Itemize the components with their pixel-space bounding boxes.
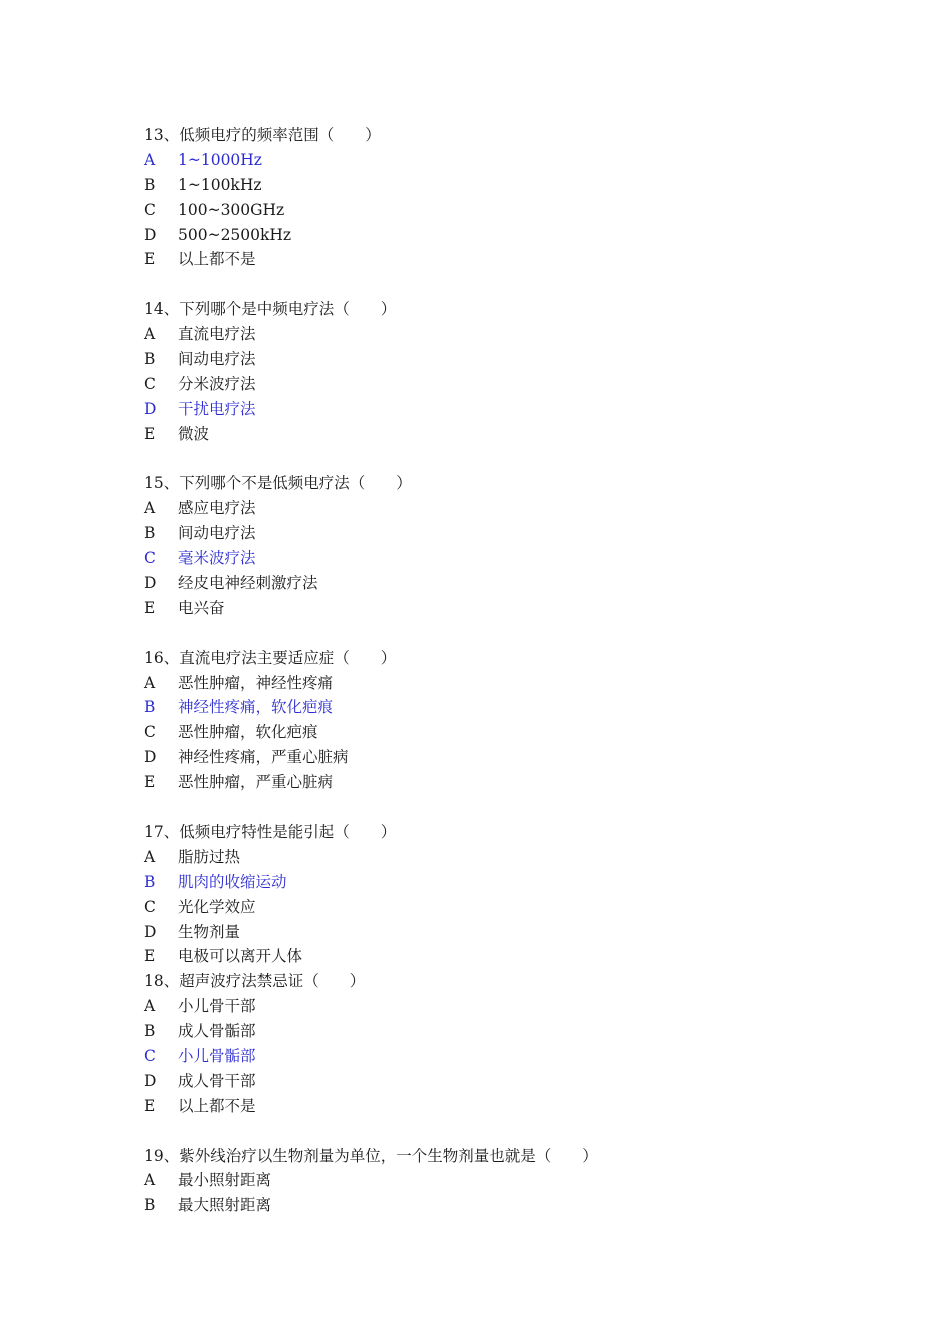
option-letter: E	[144, 1096, 156, 1115]
answer-option	[144, 671, 844, 696]
option-text: 电兴奋	[178, 598, 225, 617]
option-text: 500~2500kHz	[178, 225, 292, 244]
answer-option	[144, 521, 844, 546]
option-text: 感应电疗法	[178, 499, 256, 518]
option-letter: D	[144, 399, 157, 418]
option-text: 以上都不是	[178, 250, 256, 269]
answer-option	[144, 1168, 844, 1193]
blank-line	[144, 795, 844, 820]
answer-option	[144, 223, 844, 248]
answer-option	[144, 247, 844, 272]
option-letter: E	[144, 773, 156, 792]
answer-option	[144, 745, 844, 770]
answer-option	[144, 920, 844, 945]
question-block	[144, 297, 844, 471]
option-letter: E	[144, 947, 156, 966]
option-text: 微波	[178, 424, 210, 443]
option-text: 最大照射距离	[178, 1196, 272, 1215]
option-letter: B	[144, 350, 156, 369]
option-letter: A	[144, 499, 156, 518]
question-stem: 18、超声波疗法禁忌证（ ）	[144, 972, 366, 991]
option-letter: D	[144, 574, 157, 593]
answer-option	[144, 720, 844, 745]
option-text: 肌肉的收缩运动	[178, 872, 287, 891]
option-text: 间动电疗法	[178, 524, 256, 543]
question-list	[144, 123, 844, 1218]
option-letter: D	[144, 225, 157, 244]
question-block	[144, 969, 844, 1143]
option-text: 小儿骨干部	[178, 997, 256, 1016]
answer-option	[144, 496, 844, 521]
answer-option	[144, 198, 844, 223]
option-letter: C	[144, 723, 156, 742]
answer-option	[144, 571, 844, 596]
blank-line	[144, 621, 844, 646]
question-block	[144, 820, 844, 969]
blank-line	[144, 272, 844, 297]
option-letter: E	[144, 424, 156, 443]
option-letter: D	[144, 1071, 157, 1090]
answer-option	[144, 347, 844, 372]
option-text: 恶性肿瘤，神经性疼痛	[178, 673, 334, 692]
question-stem: 15、下列哪个不是低频电疗法（ ）	[144, 474, 412, 493]
option-text: 1~1000Hz	[178, 150, 262, 169]
question-stem: 14、下列哪个是中频电疗法（ ）	[144, 300, 397, 319]
option-text: 电极可以离开人体	[178, 947, 303, 966]
option-text: 经皮电神经刺激疗法	[178, 574, 318, 593]
option-text: 直流电疗法	[178, 325, 256, 344]
option-letter: C	[144, 1046, 156, 1065]
answer-option-correct	[144, 870, 844, 895]
answer-option	[144, 770, 844, 795]
option-text: 100~300GHz	[178, 200, 285, 219]
option-text: 毫米波疗法	[178, 549, 256, 568]
answer-option	[144, 173, 844, 198]
option-text: 光化学效应	[178, 897, 256, 916]
question-stem: 16、直流电疗法主要适应症（ ）	[144, 648, 397, 667]
option-letter: B	[144, 698, 156, 717]
option-text: 最小照射距离	[178, 1171, 272, 1190]
option-letter: B	[144, 1196, 156, 1215]
answer-option	[144, 1019, 844, 1044]
answer-option	[144, 596, 844, 621]
option-text: 神经性疼痛，软化疤痕	[178, 698, 334, 717]
option-letter: B	[144, 524, 156, 543]
answer-option-correct	[144, 397, 844, 422]
option-letter: D	[144, 748, 157, 767]
option-text: 神经性疼痛，严重心脏病	[178, 748, 349, 767]
blank-line	[144, 1119, 844, 1144]
option-letter: A	[144, 1171, 156, 1190]
question-block	[144, 471, 844, 645]
option-letter: D	[144, 922, 157, 941]
option-letter: B	[144, 872, 156, 891]
option-letter: A	[144, 150, 156, 169]
option-letter: A	[144, 997, 156, 1016]
option-text: 恶性肿瘤，严重心脏病	[178, 773, 334, 792]
question-stem: 17、低频电疗特性是能引起（ ）	[144, 822, 397, 841]
option-letter: C	[144, 549, 156, 568]
option-letter: E	[144, 250, 156, 269]
option-letter: C	[144, 374, 156, 393]
question-stem: 13、低频电疗的频率范围（ ）	[144, 126, 381, 144]
answer-option	[144, 944, 844, 969]
option-letter: C	[144, 897, 156, 916]
option-letter: A	[144, 847, 156, 866]
answer-option	[144, 322, 844, 347]
option-letter: C	[144, 200, 156, 219]
option-letter: A	[144, 673, 156, 692]
answer-option	[144, 994, 844, 1019]
option-text: 分米波疗法	[178, 374, 256, 393]
answer-option-correct	[144, 695, 844, 720]
option-letter: E	[144, 598, 156, 617]
option-text: 干扰电疗法	[178, 399, 256, 418]
option-letter: A	[144, 325, 156, 344]
answer-option-correct	[144, 546, 844, 571]
blank-line	[144, 447, 844, 472]
answer-option-correct	[144, 1044, 844, 1069]
option-text: 成人骨骺部	[178, 1022, 256, 1041]
answer-option-correct	[144, 148, 844, 173]
answer-option	[144, 1069, 844, 1094]
option-text: 成人骨干部	[178, 1071, 256, 1090]
question-block	[144, 1144, 844, 1219]
answer-option	[144, 422, 844, 447]
option-text: 小儿骨骺部	[178, 1046, 256, 1065]
option-letter: B	[144, 175, 156, 194]
question-block	[144, 646, 844, 820]
option-text: 生物剂量	[178, 922, 241, 941]
answer-option	[144, 372, 844, 397]
answer-option	[144, 1193, 844, 1218]
question-stem: 19、紫外线治疗以生物剂量为单位，一个生物剂量也就是（ ）	[144, 1146, 598, 1165]
option-text: 脂肪过热	[178, 847, 241, 866]
question-block	[144, 123, 844, 297]
option-text: 间动电疗法	[178, 350, 256, 369]
option-text: 恶性肿瘤，软化疤痕	[178, 723, 318, 742]
answer-option	[144, 845, 844, 870]
option-letter: B	[144, 1022, 156, 1041]
option-text: 1~100kHz	[178, 175, 262, 194]
answer-option	[144, 1094, 844, 1119]
answer-option	[144, 895, 844, 920]
option-text: 以上都不是	[178, 1096, 256, 1115]
